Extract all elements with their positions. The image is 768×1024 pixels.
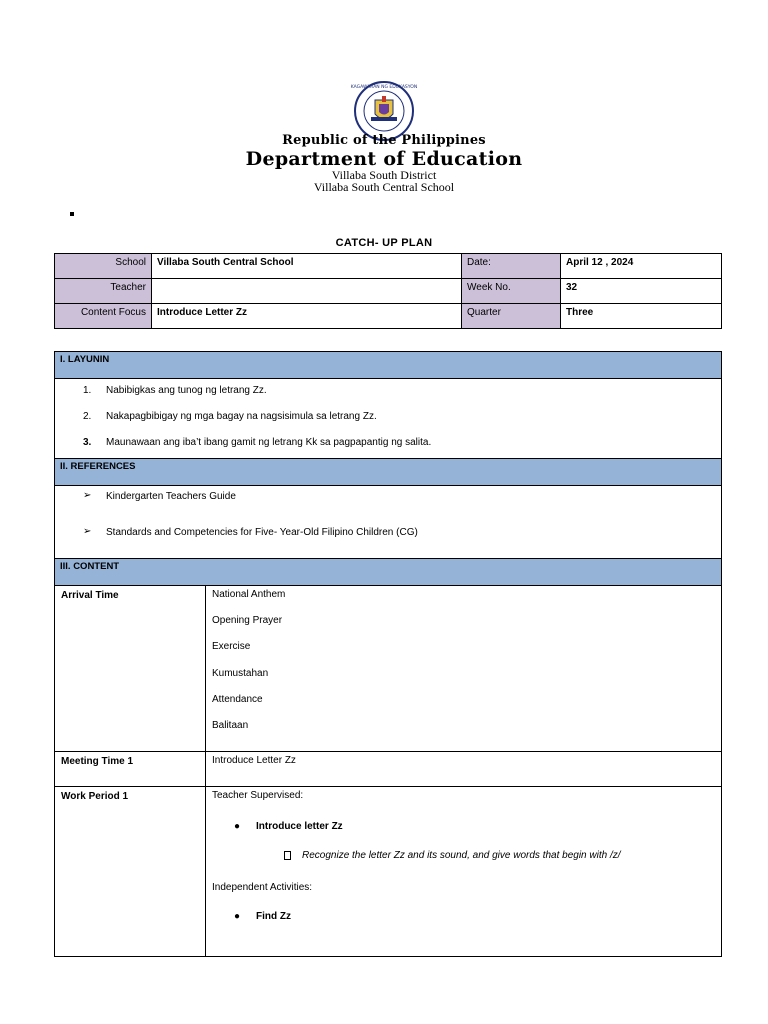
list-item [55, 379, 721, 405]
list-item: National Anthem [212, 589, 286, 600]
week-label: Week No. [462, 279, 561, 304]
table-row [55, 752, 722, 787]
list-item [212, 847, 715, 879]
seal-text: KAGAWARAN NG EDUKASYON [350, 85, 418, 90]
work-period-activities [206, 787, 722, 957]
content-focus-value: Introduce Letter Zz [152, 304, 462, 329]
plan-title: CATCH- UP PLAN [335, 237, 433, 249]
quarter-value: Three [561, 304, 722, 329]
meeting-time-value [206, 752, 722, 787]
box-bullet-icon [284, 851, 291, 860]
teacher-supervised-label: Teacher Supervised: [212, 790, 304, 801]
references-list [55, 486, 722, 559]
square-bullet-icon [70, 212, 74, 216]
list-text: Kindergarten Teachers Guide [106, 491, 236, 502]
list-item [55, 522, 721, 558]
meeting-time-label: Meeting Time 1 [55, 752, 206, 787]
school-label: School [55, 254, 152, 279]
district-heading: Villaba South District [331, 168, 437, 182]
school-value: Villaba South Central School [152, 254, 462, 279]
plan-table [54, 351, 722, 957]
arrival-activities [206, 586, 722, 752]
references-header: II. REFERENCES [55, 459, 722, 486]
table-row [55, 304, 722, 329]
list-item [55, 405, 721, 431]
table-row [55, 586, 722, 752]
list-item [55, 431, 721, 457]
date-label: Date: [462, 254, 561, 279]
list-item: Kumustahan [212, 667, 269, 679]
list-item: Balitaan [212, 719, 249, 731]
table-row [55, 379, 722, 459]
table-row [55, 254, 722, 279]
list-text: Maunawaan ang iba’t ibang gamit ng letrang Kk sa pagpapantig ng salita. [106, 437, 432, 448]
school-heading: Villaba South Central School [313, 180, 455, 194]
dot-bullet-icon: ● [234, 821, 241, 833]
info-table [54, 253, 722, 329]
teacher-label: Teacher [55, 279, 152, 304]
content-focus-label: Content Focus [55, 304, 152, 329]
teacher-value [152, 279, 462, 304]
list-item [212, 905, 715, 933]
table-row [55, 787, 722, 957]
table-row [55, 279, 722, 304]
list-text: Standards and Competencies for Five- Year-Old Filipino Children (CG) [106, 527, 418, 538]
list-number: 3. [83, 437, 92, 448]
content-header: III. CONTENT [55, 559, 722, 586]
list-text: Find Zz [256, 911, 291, 923]
date-value: April 12 , 2024 [561, 254, 722, 279]
meeting-text: Introduce Letter Zz [212, 755, 296, 766]
list-text: Nabibigkas ang tunog ng letrang Zz. [106, 385, 267, 396]
layunin-header: I. LAYUNIN [55, 352, 722, 379]
layunin-list [55, 379, 722, 459]
arrow-bullet-icon: ➢ [83, 490, 92, 501]
republic-heading: Republic of the Philippines [282, 133, 486, 148]
list-item: Attendance [212, 693, 263, 705]
independent-activities-label: Independent Activities: [212, 882, 313, 894]
table-row [55, 459, 722, 486]
arrow-bullet-icon: ➢ [83, 526, 92, 537]
list-text: Recognize the letter Zz and its sound, and give words that begin with /z/ [302, 850, 621, 862]
department-heading: Department of Education [245, 148, 523, 170]
list-number: 1. [83, 385, 92, 396]
list-item: Exercise [212, 641, 251, 653]
list-item [55, 486, 721, 522]
work-period-label: Work Period 1 [55, 787, 206, 957]
quarter-label: Quarter [462, 304, 561, 329]
list-item: Opening Prayer [212, 615, 283, 627]
table-row [55, 559, 722, 586]
list-number: 2. [83, 411, 92, 422]
table-row [55, 486, 722, 559]
arrival-time-label: Arrival Time [55, 586, 206, 752]
list-text: Introduce letter Zz [256, 821, 343, 833]
list-item [212, 813, 715, 847]
week-value: 32 [561, 279, 722, 304]
dot-bullet-icon: ● [234, 911, 241, 923]
list-text: Nakapagbibigay ng mga bagay na nagsisimula sa letrang Zz. [106, 411, 377, 422]
table-row [55, 352, 722, 379]
